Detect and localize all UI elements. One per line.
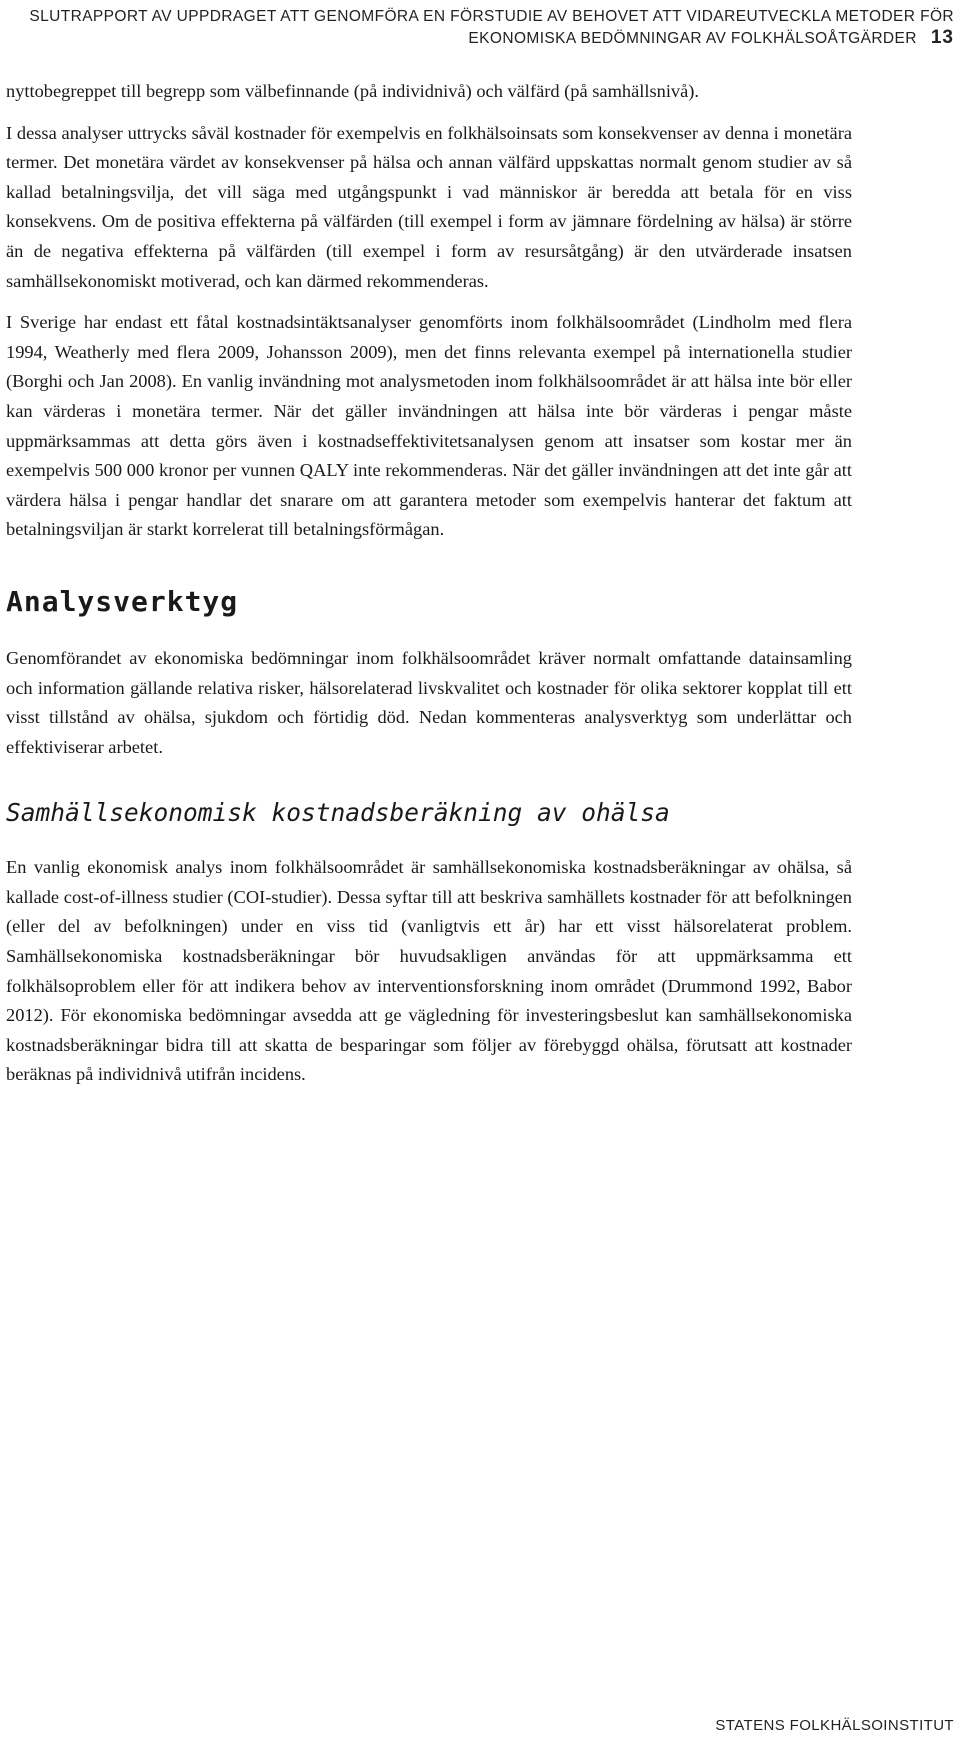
page-body <box>6 77 852 1102</box>
running-header <box>4 6 954 49</box>
subsection-heading-samhallsekonomisk: Samhällsekonomisk kostnadsberäkning av ohälsa <box>6 798 670 828</box>
paragraph-1: nyttobegreppet till begrepp som välbefinnande (på individnivå) och välfärd (på samhällsnivå). <box>6 81 700 101</box>
paragraph-5: En vanlig ekonomisk analys inom folkhälsoområdet är samhällsekonomiska kostnadsberäkningar av ohälsa, så kallade cost-of-illness studier (COI-studier). Dessa syftar till att beskriva samhällets kostnader för att befolkningen (eller del av befolkningen) under en viss tid (vanligtvis ett år) har ett visst hälsorelaterat problem. Samhällsekonomiska kostnadsberäkningar bör huvudsakligen användas för att uppmärksamma ett folkhälsoproblem eller för att indikera behov av interventionsforskning inom området (Drummond 1992, Babor 2012). För ekonomiska bedömningar avsedda att ge vägledning för investeringsbeslut kan samhällsekonomiska kostnadsberäkningar bidra till att skatta de besparingar som följer av förebyggd ohälsa, förutsatt att kostnader beräknas på individnivå utifrån incidens. <box>6 857 852 1085</box>
paragraph-3: I Sverige har endast ett fåtal kostnadsintäktsanalyser genomförts inom folkhälsoområdet (Lindholm med flera 1994, Weatherly med flera 2009, Johansson 2009), men det finns relevanta exempel på internationella studier (Borghi och Jan 2008). En vanlig invändning mot analysmetoden inom folkhälsoområdet är att hälsa inte bör eller kan värderas i monetära termer. När det gäller invändningen att hälsa inte bör värderas i pengar måste uppmärksammas att detta görs även i kostnadseffektivitetsanalysen genom att insatser som kostar mer än exempelvis 500 000 kronor per vunnen QALY inte rekommenderas. När det gäller invändningen att det inte går att värdera hälsa i pengar handlar det snarare om att garantera metoder som exempelvis hanterar det faktum att betalningsviljan är starkt korrelerat till betalningsförmågan. <box>6 312 852 540</box>
running-footer: STATENS FOLKHÄLSOINSTITUT <box>715 1717 954 1734</box>
paragraph-2: I dessa analyser uttrycks såväl kostnader för exempelvis en folkhälsoinsats som konsekvenser av denna i monetära termer. Det monetära värdet av konsekvenser på hälsa och annan välfärd uppskattas normalt genom studier av så kallad betalningsvilja, det vill säga med utgångspunkt i vad människor är beredda att betala för en viss konsekvens. Om de positiva effekterna på välfärden (till exempel i form av jämnare fördelning av hälsa) är större än de negativa effekterna på välfärden (till exempel i form av resursåtgång) är den utvärderade insatsen samhällsekonomiskt motiverad, och kan därmed rekommenderas. <box>6 122 852 291</box>
section-heading-analysverktyg: Analysverktyg <box>6 584 239 618</box>
header-title-line2 <box>4 27 954 49</box>
paragraph-4: Genomförandet av ekonomiska bedömningar inom folkhälsoområdet kräver normalt omfattande datainsamling och information gällande relativa risker, hälsorelaterad livskvalitet och kostnader för olika sektorer kopplat till ett visst tillstånd av ohälsa, sjukdom och förtidig död. Nedan kommenteras analysverktyg som underlättar och effektiviserar arbetet. <box>6 647 852 757</box>
header-title-line2-text: EKONOMISKA BEDÖMNINGAR AV FOLKHÄLSOÅTGÄRDER <box>468 30 917 47</box>
header-title-line1: SLUTRAPPORT AV UPPDRAGET ATT GENOMFÖRA EN FÖRSTUDIE AV BEHOVET ATT VIDAREUTVECKLA METODER FÖR <box>29 8 954 25</box>
page-number: 13 <box>930 27 954 48</box>
